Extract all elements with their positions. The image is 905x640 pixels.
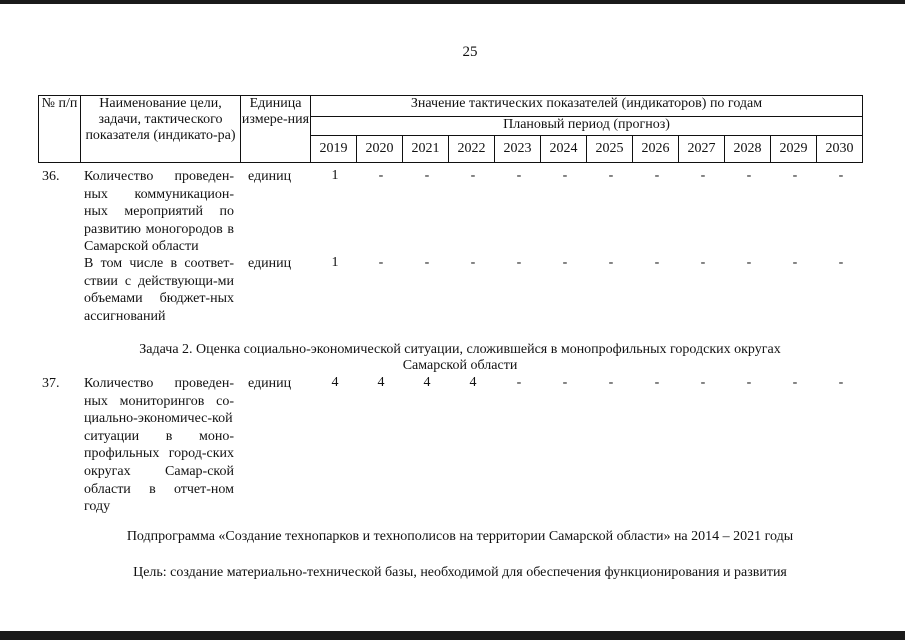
value-cell: - <box>608 375 614 390</box>
value-cell: - <box>516 255 522 270</box>
row-36-unit: единиц <box>248 169 292 184</box>
year-cell: 2020 <box>357 135 403 162</box>
value-cell: - <box>516 168 522 183</box>
value-cell: - <box>424 255 430 270</box>
value-cell: 4 <box>377 375 385 390</box>
header-value-title: Значение тактических показателей (индикаторов) по годам <box>311 96 863 117</box>
value-cell: - <box>608 168 614 183</box>
task-2-title-line1: Задача 2. Оценка социально-экономической ситуации, сложившейся в монопрофильных городских округах <box>139 342 781 357</box>
year-cell: 2021 <box>403 135 449 162</box>
task-2-title-line2: Самарской области <box>402 358 518 373</box>
year-cell: 2022 <box>449 135 495 162</box>
row-36-num: 36. <box>42 169 60 184</box>
row-36-sub-name: В том числе в соответ-ствии с действующи-ми объемами бюджет-ных ассигнований <box>84 256 234 324</box>
value-cell: - <box>378 255 384 270</box>
header-name: Наименование цели, задачи, тактического показателя (индикато-ра) <box>81 96 241 163</box>
value-cell: - <box>700 255 706 270</box>
year-cell: 2019 <box>311 135 357 162</box>
row-36-name: Количество проведен-ных коммуникацион-ных мероприятий по развитию моногородов в Самарской области <box>84 169 234 255</box>
scan-edge-top <box>0 0 905 4</box>
value-cell: 1 <box>331 168 339 183</box>
value-cell: - <box>378 168 384 183</box>
value-cell: - <box>838 375 844 390</box>
value-cell: - <box>746 168 752 183</box>
goal-text: Цель: создание материально-технической базы, необходимой для обеспечения функционирования и развития <box>133 565 787 580</box>
year-cell: 2025 <box>587 135 633 162</box>
year-cell: 2023 <box>495 135 541 162</box>
header-unit: Единица измере-ния <box>241 96 311 163</box>
value-cell: - <box>608 255 614 270</box>
value-cell: - <box>562 375 568 390</box>
row-36-sub-unit: единиц <box>248 256 292 271</box>
value-cell: 4 <box>331 375 339 390</box>
value-cell: - <box>470 255 476 270</box>
year-cell: 2026 <box>633 135 679 162</box>
value-cell: - <box>700 375 706 390</box>
value-cell: 4 <box>423 375 431 390</box>
value-cell: - <box>562 168 568 183</box>
value-cell: - <box>470 168 476 183</box>
row-37-values <box>312 375 864 393</box>
value-cell: - <box>792 168 798 183</box>
page-number: 25 <box>462 44 478 60</box>
row-36-values <box>312 168 864 186</box>
table-header <box>38 95 863 163</box>
value-cell: - <box>792 375 798 390</box>
subprogram-title: Подпрограмма «Создание технопарков и технополисов на территории Самарской области» на 2014 – 2021 годы <box>126 529 794 544</box>
scan-edge-bottom <box>0 631 905 640</box>
year-cell: 2029 <box>771 135 817 162</box>
year-cell: 2028 <box>725 135 771 162</box>
value-cell: - <box>700 168 706 183</box>
header-num: № п/п <box>39 96 81 163</box>
row-36-sub-values <box>312 255 864 273</box>
year-cell: 2027 <box>679 135 725 162</box>
value-cell: - <box>562 255 568 270</box>
year-cell: 2030 <box>817 135 863 162</box>
value-cell: - <box>654 375 660 390</box>
value-cell: - <box>746 375 752 390</box>
value-cell: - <box>424 168 430 183</box>
row-37-unit: единиц <box>248 376 292 391</box>
row-37-num: 37. <box>42 376 60 391</box>
value-cell: - <box>746 255 752 270</box>
value-cell: - <box>654 168 660 183</box>
value-cell: 4 <box>469 375 477 390</box>
row-37-name: Количество проведен-ных мониторингов со-циально-экономичес-кой ситуации в моно-профильных город-ских округах Самар-ской области в отчет-ном году <box>84 376 234 515</box>
value-cell: - <box>516 375 522 390</box>
value-cell: - <box>838 168 844 183</box>
value-cell: - <box>838 255 844 270</box>
value-cell: 1 <box>331 255 339 270</box>
year-cell: 2024 <box>541 135 587 162</box>
value-cell: - <box>792 255 798 270</box>
header-period-title: Плановый период (прогноз) <box>311 116 863 135</box>
value-cell: - <box>654 255 660 270</box>
